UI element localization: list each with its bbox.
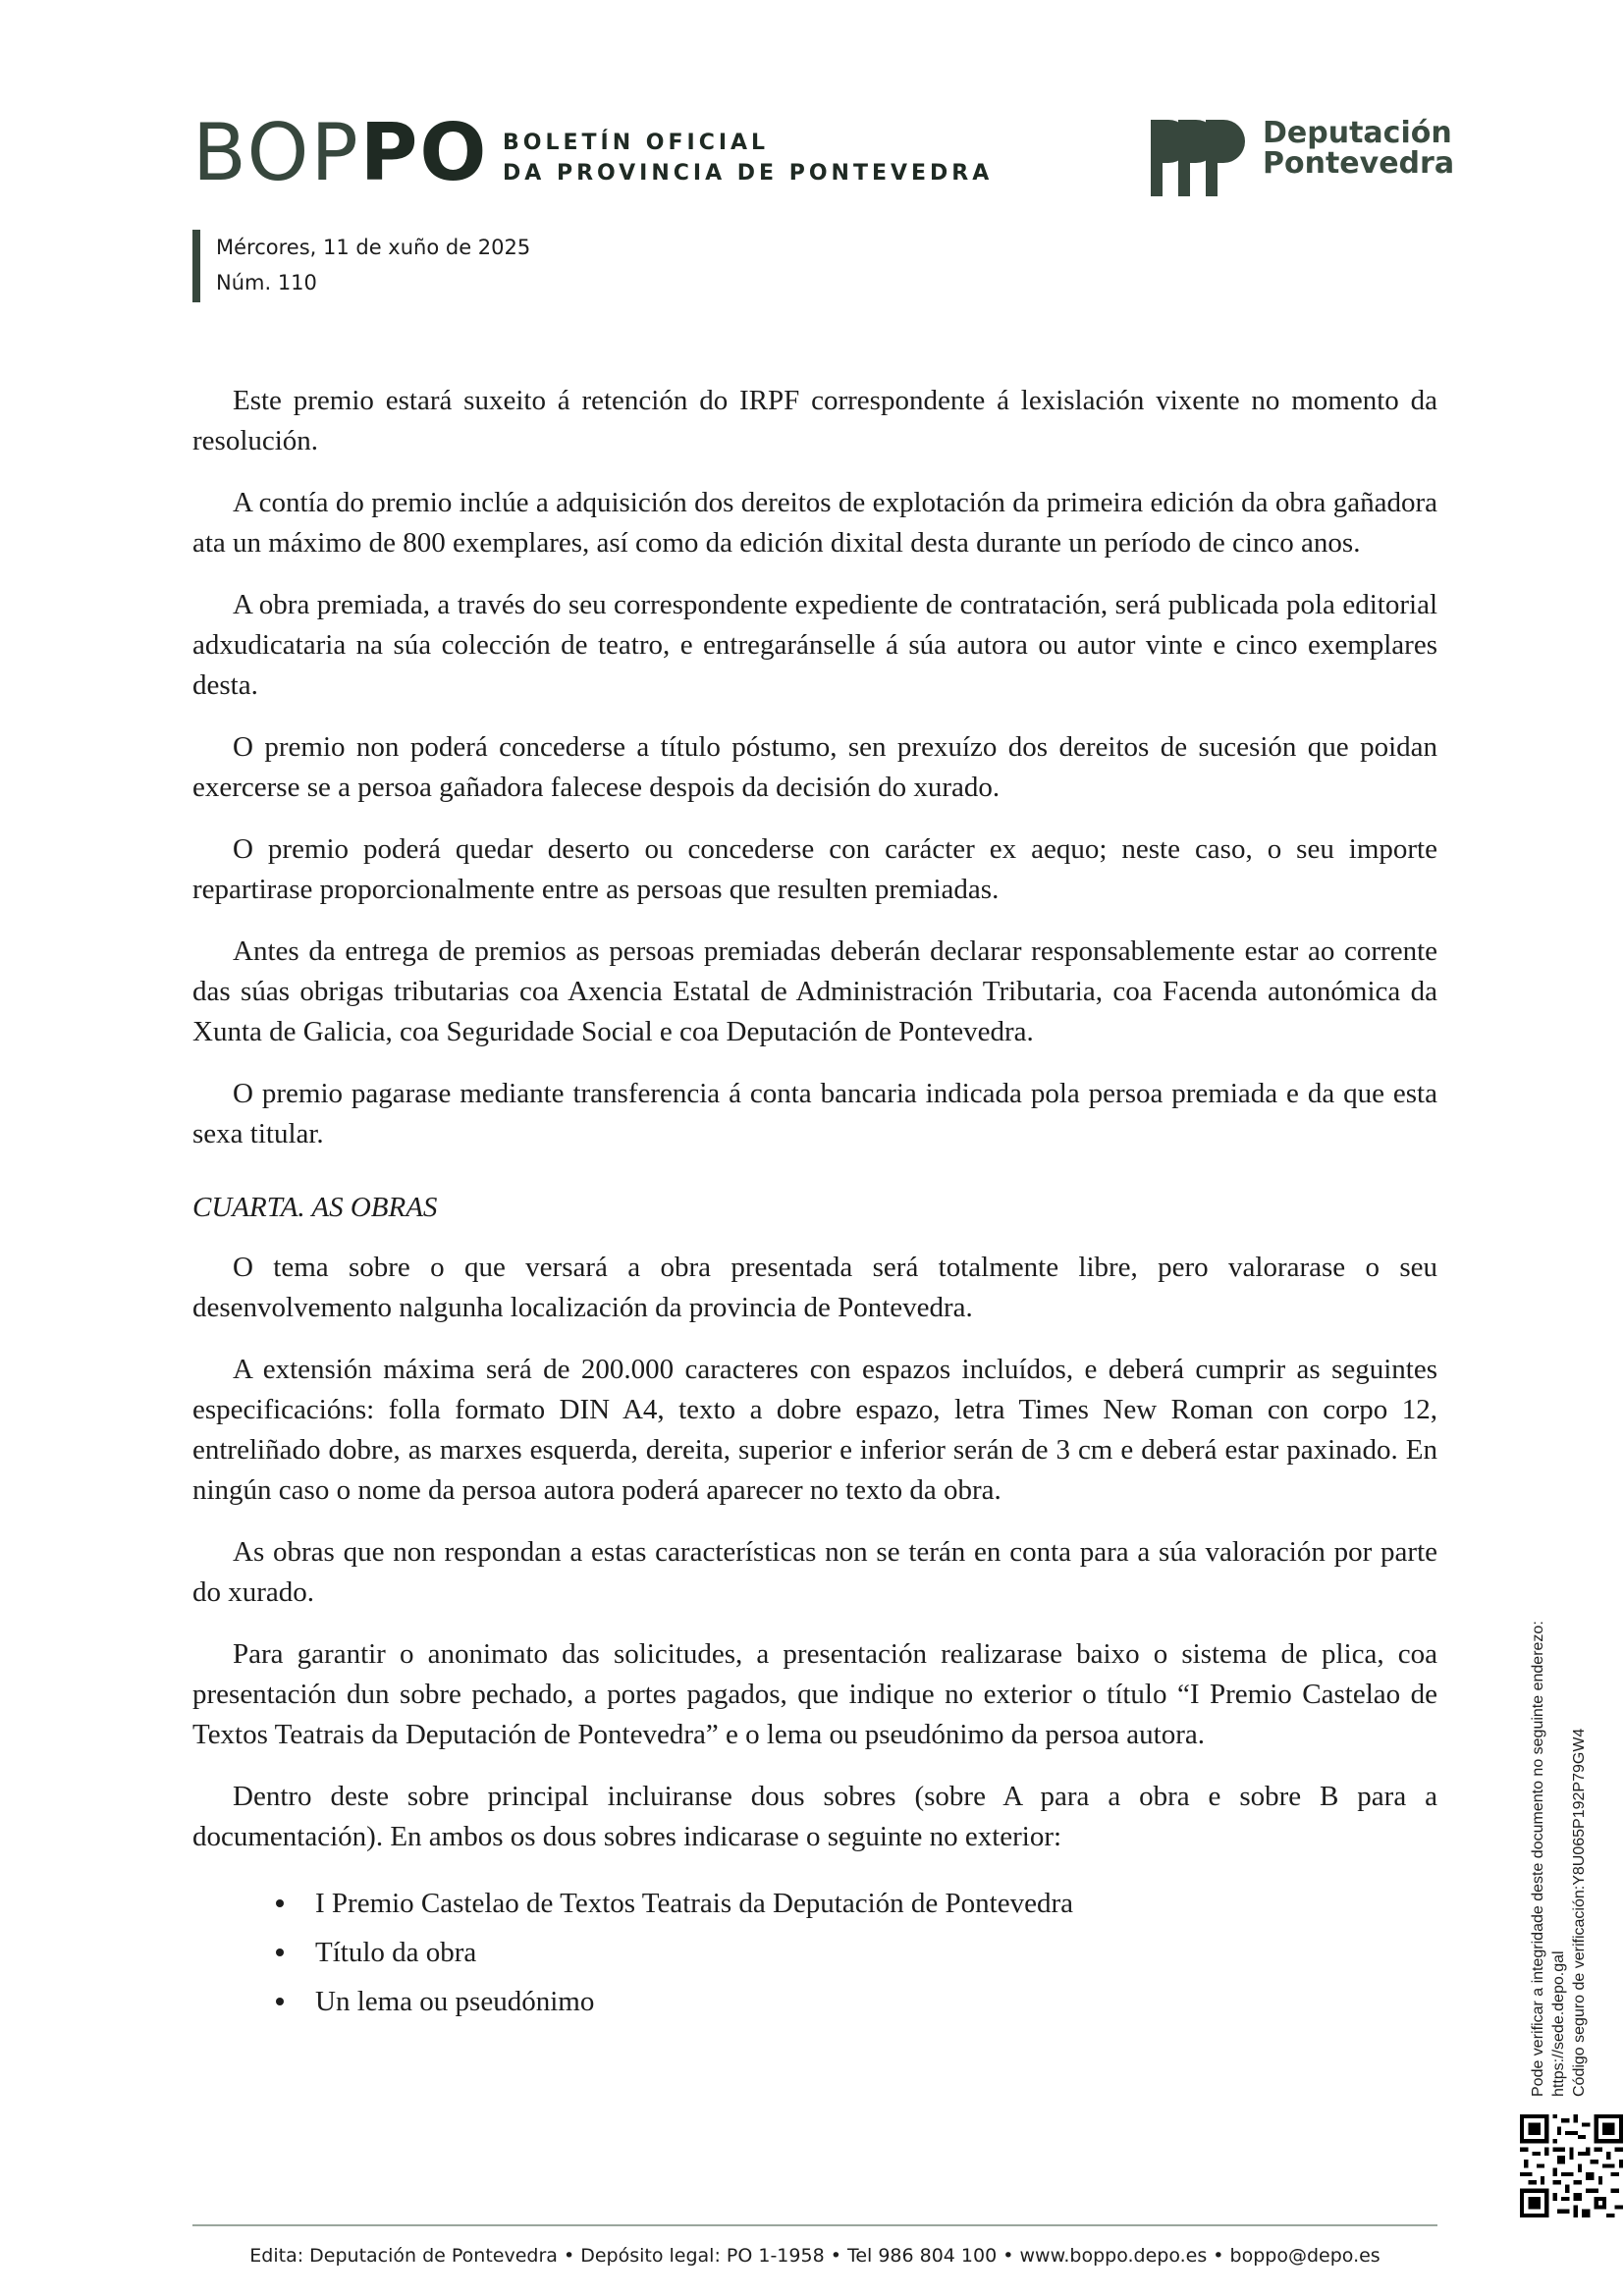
deputacion-logo [1149,114,1455,202]
boppo-logo-part1: BOP [192,107,360,198]
paragraph: Para garantir o anonimato das solicitudes, a presentación realizarase baixo o sistema de plica, coa presentación dun sobre pechado, a portes pagados, que indique no exterior o título “I Premio Castelao de Textos Teatrais da Deputación de Pontevedra” e o lema ou pseudónimo da persoa autora. [192,1638,1437,1750]
list-item: I Premio Castelao de Textos Teatrais da Deputación de Pontevedra [315,1879,1437,1928]
deputacion-logo-text [1263,118,1454,179]
paragraph: Dentro deste sobre principal incluiranse dous sobres (sobre A para a obra e sobre B para a documentación). En ambos os dous sobres indicarase o seguinte no exterior: [192,1781,1437,1852]
verification-url[interactable]: https://sede.depo.gal [1550,1950,1567,2097]
deputacion-logo-icon [1149,116,1247,200]
issue-info [192,230,530,302]
boppo-logo [192,107,489,198]
boletin-subtitle-line1: BOLETÍN OFICIAL [503,131,770,155]
verification-note [1528,1547,1590,2097]
deputacion-logo-line2: Pontevedra [1263,146,1455,181]
paragraph: As obras que non respondan a estas características non se terán en conta para a súa valoración por parte do xurado. [192,1536,1437,1608]
deputacion-logo-line1: Deputación [1263,116,1452,150]
page-footer: Edita: Deputación de Pontevedra • Depósito legal: PO 1-1958 • Tel 986 804 100 • www.boppo.depo.es • boppo@depo.es [249,2245,1380,2267]
document-body [192,381,1437,2026]
qr-code-icon [1520,2114,1623,2217]
section-title: CUARTA. AS OBRAS [192,1192,438,1223]
paragraph: O premio pagarase mediante transferencia á conta bancaria indicada pola persoa premiada e da que esta sexa titular. [192,1078,1437,1149]
issue-number: Núm. 110 [216,271,317,294]
boletin-subtitle-line2: DA PROVINCIA DE PONTEVEDRA [503,161,994,186]
paragraph: Antes da entrega de premios as persoas premiadas deberán declarar responsablemente estar ao corrente das súas obrigas tributarias coa Axencia Estatal de Administración Tributaria, coa Facenda autonómica da Xunta de Galicia, coa Seguridade Social e coa Deputación de Pontevedra. [192,935,1437,1047]
paragraph: O premio non poderá concederse a título póstumo, sen prexuízo dos dereitos de sucesión que poidan exercerse se a persoa gañadora falecese despois da decisión do xurado. [192,731,1437,803]
paragraph: A obra premiada, a través do seu correspondente expediente de contratación, será publicada pola editorial adxudicataria na súa colección de teatro, e entregaránselle á súa autora ou autor vinte e cinco exemplares desta. [192,589,1437,701]
verification-line1: Pode verificar a integridade deste documento no seguinte enderezo: [1530,1621,1546,2097]
issue-date: Mércores, 11 de xuño de 2025 [216,236,531,259]
paragraph: A extensión máxima será de 200.000 caracteres con espazos incluídos, e deberá cumprir as seguintes especificacións: folla formato DIN A4, texto a dobre espazo, letra Times New Roman con corpo 12, entreliñado dobre, as marxes esquerda, dereita, superior e inferior serán de 3 cm e deberá estar paxinado. En ningún caso o nome da persoa autora poderá aparecer no texto da obra. [192,1354,1437,1506]
footer-divider [192,2224,1437,2226]
verification-code: Código seguro de verificación:Y8U065P192P79GW4 [1571,1728,1588,2097]
paragraph: O tema sobre o que versará a obra presentada será totalmente libre, pero valorarase o seu desenvolvemento nalgunha localización da provincia de Pontevedra. [192,1252,1437,1323]
paragraph: Este premio estará suxeito á retención do IRPF correspondente á lexislación vixente no momento da resolución. [192,385,1437,456]
list-item: Un lema ou pseudónimo [315,1977,1437,2026]
page-header [192,107,1455,222]
boletin-subtitle [503,128,993,188]
boppo-logo-part2: PO [359,107,489,198]
paragraph: A contía do premio inclúe a adquisición dos dereitos de explotación da primeira edición da obra gañadora ata un máximo de 800 exemplares, así como da edición dixital desta durante un período de cinco anos. [192,487,1437,559]
bullet-list [192,1879,1437,2026]
list-item: Título da obra [315,1928,1437,1977]
paragraph: O premio poderá quedar deserto ou concederse con carácter ex aequo; neste caso, o seu importe repartirase proporcionalmente entre as persoas que resulten premiadas. [192,833,1437,905]
